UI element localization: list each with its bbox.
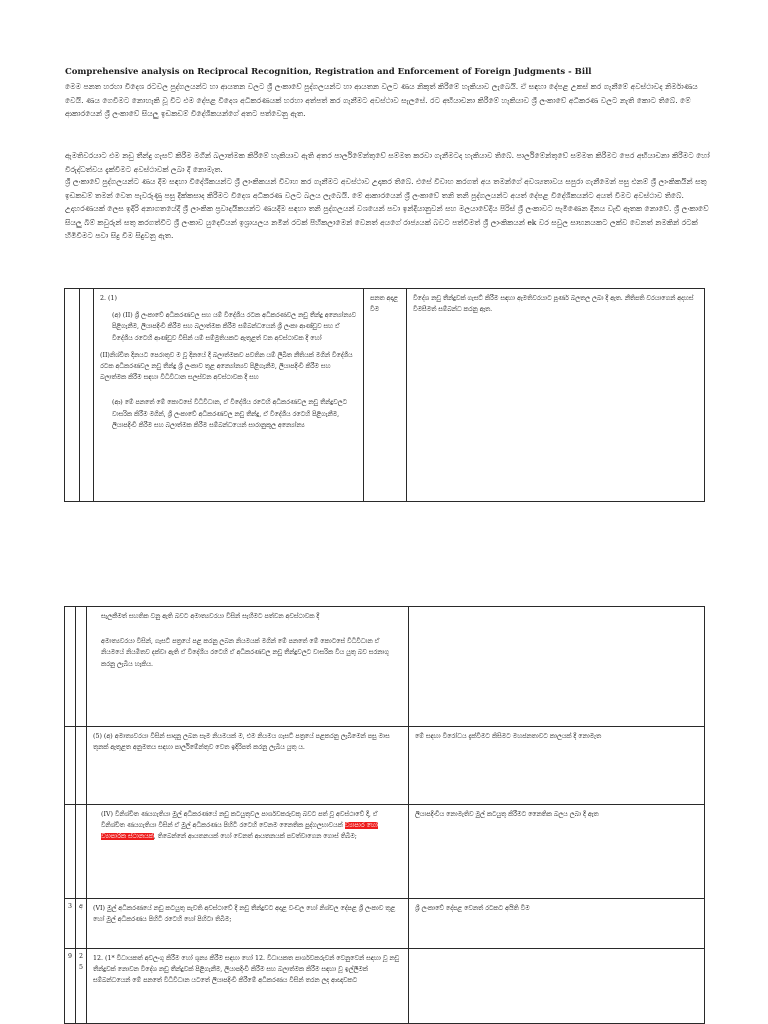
clause-text: (II)නිශ්චිත දිනයට පෙරාතුව ම වූ දිනයේ දී බලාත්මකව පවතින යම් ලිඛිත නීතියක් මගින් විදේශීය රටක අධිකරණවල නඩු තීන්දු ශ්‍රී ලංකාව තුළ අන්‍යෝන්‍යව පිළිගැනීම, ලියාපදිංචි කිරීම සහ බලාත්මක කිරීම සඳහා විධිවිධාන සලස්වන අවස්ථාවක දී සහ xyxy=(100,351,353,382)
clause-text: (5) (අ) අමාත්‍යවරයා විසින් සාදනු ලබන සෑම නියමයක් ම, එම නියමය ගැසට් පත්‍රයේ පළකරනු ලැබීමෙන් පසු මාස තුනක් ඇතුළත අනුමතය සඳහා පාර්ලිමේන්තුව වෙත ඉදිරිපත් කරනු ලැබිය යුතු ය. xyxy=(93,733,390,752)
table-row xyxy=(65,899,705,949)
row-number-cell xyxy=(65,607,76,727)
row-subnumber-cell xyxy=(76,805,87,899)
analysis-table-2 xyxy=(64,606,705,1024)
clause-text: (අ) (II) ශ්‍රී ලංකාවේ අධිකරණවල සහ යම් විදේශීය රටක අධිකරණවල නඩු තීන්දු අන්‍යෝන්‍යව පිළිගැනීම, ලියාපදිංචි කිරීම සහ බලාත්මක කිරීම සම්බන්ධයෙන් ශ්‍රී ලංකා ආණ්ඩුව සහ ඒ විදේශීය රටෙහි ආණ්ඩුව විසින් යම් සම්මුතියකට ඇතුළත් වන අවස්ථාවක දී හෝ xyxy=(112,312,357,342)
row-subnumber-cell xyxy=(76,607,87,727)
row-number-cell: 3 xyxy=(65,899,76,949)
clause-text: 12. (1* විධායකත් අවලංගු කිරීම හෝ ශුන්‍ය කිරීම සඳහා හෝ 12. විධායකත පාර්ශවකරුවන් වෙනුවෙන් සඳහා වූ නඩු තීන්දුවක් නොවන විදේශ නඩු තීන්දුවක් පිළිගැනීම, ලියාපදිංචි කිරීම සහ බලාත්මක කිරීම සඳහා වූ ඉල්ලීමක් සම්බන්ධයෙන් මේ පනතේ විධිවිධාන යටතේ ලියාපදිංචි කිරීමේ අධිකරණය විසින් තරන ලද ආඥාවකට xyxy=(93,955,400,985)
clause-text: (ආ) මේ පනතේ මේ කොටසේ විධිවිධාන, ඒ විදේශීය රටෙහි අධිකරණවල නඩු තීන්දුවලට වාසරික කිරීම මගින්, ශ්‍රී ලංකාවේ අධිකරණවල නඩු තීන්දු, ඒ විදේශීය රටෙහි පිළිගැනීම, ලියාපදිංචි කිරීම සහ බලාත්මක කිරීම සම්බන්ධයෙන් සාරානුකූල අන්‍යෝන්‍ය xyxy=(112,399,347,429)
highlighted-text: ව්‍යාපාර හෝ ව්‍යාපාරික ස්ථානයක් xyxy=(101,822,378,841)
analysis-cell: මේ සඳහා විරෝධය දැක්වීමට කිසිමට මහජනතාවට කාලයක් දී නොමැත xyxy=(409,727,705,805)
clause-text-cell xyxy=(87,727,409,805)
clause-text-cell xyxy=(87,805,409,899)
clause-text-cell xyxy=(87,949,409,1024)
row-number-cell xyxy=(65,727,76,805)
clause-text-start: (IV) විනිශ්චිත ණයගැතියා මුල් අධිකරණයේ නඩු කටයුතුවල පාර්ශවකරුවකු බවට පත් වූ අවස්ථාවේ දී, ඒ විනිශ්චිත ණයගැතියා විසින් ඒ මුල් අධිකරණය පිහිටි රටෙහි වෙනම නෛතික පුද්ගලභාවයක් xyxy=(101,811,378,830)
analysis-cell: ලියාපදිංචිය නොමැතිව මුල් කටයුතු කිරීමට නෛතික බලය ලබා දී ඇත xyxy=(409,805,705,899)
clause-text xyxy=(101,809,402,843)
analysis-cell xyxy=(409,607,705,727)
row-number-cell: 9 xyxy=(65,949,76,1024)
paragraph-3: ශ්‍රී ලංකාවේ පුද්ගලයන්ට ණය දීම සඳහා විදේශිකයන්ට ශ්‍රී ලාංකිකයන් විවාහ කර ගැනීමට අවස්ථාව උදාකර තිබේ. එසේ විවාහ කරගත් අය තමන්ගේ අවශ්‍යතාවය සපුරා ගැනීමෙන් පසු එනම් ශ්‍රී ලාංකිකයින් සතු ඉඩකඩම් තමන් වෙත පැවරුණු පසු දික්කසාද කිරීමට විදෙශ අධිකරණ වලට බලය ලැබෙයි. මේ ආකාරයෙන් ශ්‍රී ලංකාවේ තනි තනි පුද්ගලයන්ට අයත් දේපළ විදේශිකයන්ට අයත් වීමට අවස්ථාව තිබේ. උදාහරණයක් ලෙස ඉදිරි අනාගතයේදී ශ්‍රී ලාංකික ප්‍රවාදයිකයන්ට ණයදීම සඳහා තනි පුද්ගලයන් වශයෙන් පවා ඉන්දියානුවන් සහ මලයාවේදිය පිරිස් ශ්‍රී ලංකාවට පැමිණෙන දිනය වැඩි ඈතක නොවේ. ශ්‍රී ලංකාවේ සියලු බිම් කවුරුන් සතු කරගත්විට ශ්‍රී ලංකාව යුදෙවියන් ඉශ්‍රායලය නමින් රටක් පිහිකලාමෙන් වෙනත් අයගේ රාජ්‍යයක් බවට පත්වීමත් ශ්‍රී ලාංකිකයන් ek වර සවුල සාභනයකට ලක්ව වෙනත් නමකින් රටක් හිමිවීමට පවා සිදු වීම සිදුවනු ඇත. xyxy=(65,177,709,241)
clause-text-cell xyxy=(87,899,409,949)
table-row xyxy=(65,607,705,727)
clause-text-cell xyxy=(94,289,364,502)
analysis-cell xyxy=(409,949,705,1024)
row-subnumber-cell xyxy=(76,727,87,805)
row-subnumber-cell xyxy=(80,289,94,502)
analysis-table-1 xyxy=(64,288,705,502)
table-row xyxy=(65,727,705,805)
table-row xyxy=(65,289,705,502)
analysis-cell: විදේශ නඩු තීන්දුවක් ගැසට් කිරීම සඳහා ඇමතිවරයාට පූර්ණ බලතල ලබා දී ඇත. නීතිපති වරයාගෙන් අදහස් විමසීමත් සම්බන්ධ කරනු ඇත. xyxy=(407,289,705,502)
clause-text-end: , තිබෙන්නේ ආයතනයක් හෝ වෙනත් ආයතනයක් පවත්වාගෙන ගොස් තිබීම; xyxy=(153,833,357,841)
section-label-cell: පනත අදාළ වීම xyxy=(364,289,407,502)
analysis-cell: ශ්‍රී ලංකාවේ දේපළ වෙනත් රටකට අයිති වීම xyxy=(409,899,705,949)
clause-text: අමාත්‍යවරයා විසින්, ගැසට් පත්‍රයේ පළ කරනු ලබන නියමයක් මගින් මේ පනතේ මේ කොටසේ විධිවිධාන ඒ නියමයේ නියමිතව දක්වා ඇති ඒ විදේශීය රටෙහි ඒ අධිකරණවල නඩු තීන්දුවලට වාසරික විය යුතු බව සරනාගු කරනු ලැබිය හැකිය. xyxy=(101,638,389,668)
row-number-cell xyxy=(65,805,76,899)
clause-text: (VI) මුල් අධිකරණයේ නඩු කටයුතු පැවති අවස්ථාවේ දී නඩු තීන්දුවට අදාළ වංඩල හෝ නිශ්චල දේපළ ශ්‍රී ලංකාව තුළ හෝ මුල් අධිකරණය පිහිටි රටෙහි හෝ පිහිටා තිබීම; xyxy=(93,905,396,924)
row-subnumber-cell: අ xyxy=(76,899,87,949)
paragraph-2: ඇමතිවරයාට එම නඩු තීන්දු ගැසට් කිරීම මගින් බලාත්මක කිරීමේ හැකියාව ඇති අතර පාර්ලිමේන්තුවේ සම්මත කරවා ගැනීමටද හැකියාව තිබේ. පාර්ලිමේන්තුවේ සම්මත කිරීමට පෙර අභියාචනා කිරීමට හෝ විරුද්ධත්වය දැක්වීමට අවස්ථාවක් ලබා දී නොමැත. xyxy=(65,151,710,174)
clause-text-cell xyxy=(87,607,409,727)
clause-number: 2. (1) xyxy=(100,295,117,302)
table-row xyxy=(65,805,705,899)
document-title: Comprehensive analysis on Reciprocal Recognition, Registration and Enforcement of Foreign Judgments - Bill xyxy=(65,67,592,77)
row-number-cell xyxy=(65,289,80,502)
table-row xyxy=(65,949,705,1024)
paragraph-1: මෙම පනත හරහා විදෙශ රටවල පුද්ගලයන්ට හා ආයතන වලට ශ්‍රී ලංකාවේ පුද්ගලයන්ට හා ආයතන වලට ණය නිකුත් කිරීමේ හැකියාව ලැබෙයි. ඒ සඳහා දේපළ උකස් කර ගැනීමේ අවස්ථාවද නිර්මාණය වෙයි. ණය ගෙවීමට නොහැකි වූ විට එම දේපළ විදෙශ අධිකරණයක් හරහා අත්පත් කර ගැනීමට අවස්ථාව සැලසේ. රට අභියාචනා කිරීමේ හැකියාව ශ්‍රී ලංකාවේ අධිකරණ වලට නැති කොට තිබේ. මේ ආකාරයෙන් ශ්‍රී ලංකාවේ සියලු ඉඩකඩම් විදේශිකයන්ගේ අතට පත්වෙනු ඇත. xyxy=(65,82,698,119)
clause-text: සැලකීමත් සහතික වනු ඇති බවට අමාත්‍යවරයා විසින් සැහීමට පත්වන අවස්ථාවක දී xyxy=(101,613,320,620)
row-subnumber-cell: 2 5 xyxy=(76,949,87,1024)
